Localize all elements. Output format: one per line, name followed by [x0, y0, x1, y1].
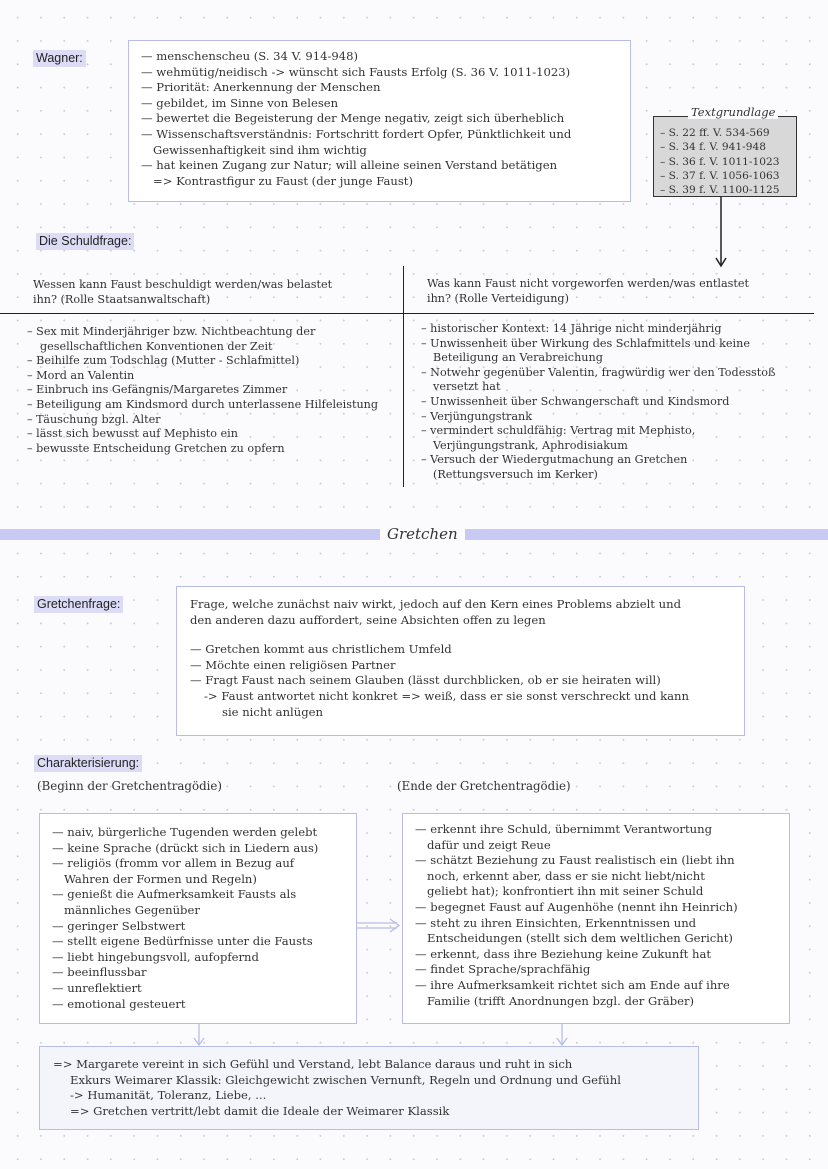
- list-item: — keine Sprache (drückt sich in Liedern aus): [52, 840, 319, 855]
- list-item: => Gretchen vertritt/lebt damit die Ideale der Weimarer Klassik: [70, 1103, 450, 1118]
- ending-box: [402, 813, 790, 1024]
- list-item: -> Humanität, Toleranz, Liebe, ...: [70, 1088, 267, 1103]
- list-item: – S. 39 f. V. 1100-1125: [660, 184, 780, 197]
- list-item: — erkennt ihre Schuld, übernimmt Verantwortung: [415, 822, 712, 836]
- list-item: — beeinflussbar: [52, 965, 147, 980]
- list-item: – S. 36 f. V. 1011-1023: [660, 155, 780, 168]
- list-item: – bewusste Entscheidung Gretchen zu opfern: [27, 441, 285, 455]
- list-item: — Priorität: Anerkennung der Menschen: [141, 80, 381, 95]
- list-item: – lässt sich bewusst auf Mephisto ein: [27, 427, 238, 441]
- list-item: – S. 34 f. V. 941-948: [660, 141, 766, 154]
- textgrundlage-title: Textgrundlage: [688, 105, 778, 119]
- list-item: – Unwissenheit über Schwangerschaft und Kindsmord: [421, 394, 730, 408]
- list-item: — steht zu ihren Einsichten, Erkenntnissen und: [415, 915, 697, 930]
- schuldfrage-label: Die Schuldfrage:: [36, 233, 134, 250]
- ending-list: [415, 822, 789, 1009]
- table-column-divider: [403, 266, 404, 487]
- list-item: – Einbruch ins Gefängnis/Margaretes Zimmer: [27, 383, 288, 397]
- textgrundlage-list: [660, 126, 796, 197]
- left-caption: (Beginn der Gretchentragödie): [37, 779, 222, 793]
- list-item: versetzt hat: [433, 380, 501, 394]
- list-item: Gewissenhaftigkeit sind ihm wichtig: [153, 142, 367, 157]
- list-item: Familie (trifft Anordnungen bzgl. der Gräber): [427, 993, 695, 1008]
- list-item: – Verjüngungstrank: [421, 409, 533, 423]
- conclusion-box: [39, 1046, 699, 1130]
- list-item: Verjüngungstrank, Aphrodisiakum: [433, 438, 628, 452]
- list-item: — schätzt Beziehung zu Faust realistisch ein (liebt ihn: [415, 853, 735, 868]
- list-item: noch, erkennt aber, dass er sie nicht liebt/nicht: [427, 868, 705, 883]
- list-item: – vermindert schuldfähig: Vertrag mit Mephisto,: [421, 424, 696, 438]
- gretchenfrage-definition: [190, 597, 744, 628]
- prosecution-header: Wessen kann Faust beschuldigt werden/was belastet ihn? (Rolle Staatsanwaltschaft): [33, 278, 333, 306]
- list-item: – Unwissenheit über Wirkung des Schlafmittels und keine: [421, 336, 750, 350]
- double-arrow-right-icon: [357, 918, 403, 934]
- defense-list: [421, 322, 776, 483]
- gretchenfrage-list: [190, 642, 744, 720]
- list-item: — stellt eigene Bedürfnisse unter die Fausts: [52, 934, 313, 949]
- list-item: geliebt hat); konfrontiert ihn mit seiner Schuld: [427, 884, 704, 899]
- list-item: – Täuschung bzgl. Alter: [27, 412, 161, 426]
- arrow-down-icon: [192, 1024, 206, 1046]
- list-item: Beteiligung an Verabreichung: [433, 351, 603, 365]
- list-item: — gebildet, im Sinne von Belesen: [141, 95, 339, 110]
- list-item: – Beihilfe zum Todschlag (Mutter - Schlafmittel): [27, 354, 300, 368]
- list-item: => Kontrastfigur zu Faust (der junge Faust): [153, 173, 413, 188]
- list-item: dafür und zeigt Reue: [427, 837, 551, 852]
- list-item: — Fragt Faust nach seinem Glauben (lässt durchblicken, ob er sie heiraten will): [190, 673, 661, 688]
- list-item: — findet Sprache/sprachfähig: [415, 962, 591, 977]
- list-item: – S. 22 ff. V. 534-569: [660, 127, 770, 139]
- list-item: – Notwehr gegenüber Valentin, fragwürdig wer den Todesstoß: [421, 365, 776, 379]
- list-item: – Sex mit Minderjähriger bzw. Nichtbeachtung der: [27, 325, 316, 338]
- charakterisierung-label: Charakterisierung:: [34, 755, 142, 772]
- list-item: Exkurs Weimarer Klassik: Gleichgewicht zwischen Vernunft, Regeln und Ordnung und Gefühl: [70, 1072, 621, 1087]
- list-item: — Gretchen kommt aus christlichem Umfeld: [190, 642, 452, 657]
- list-item: – Versuch der Wiedergutmachung an Gretchen: [421, 453, 688, 467]
- list-item: — unreflektiert: [52, 980, 142, 995]
- gretchenfrage-label: Gretchenfrage:: [34, 596, 123, 613]
- list-item: – historischer Kontext: 14 Jährige nicht minderjährig: [421, 322, 722, 335]
- wagner-box: [128, 40, 631, 202]
- conclusion-list: [53, 1057, 698, 1119]
- list-item: – Mord an Valentin: [27, 368, 135, 382]
- list-item: Wahren der Formen und Regeln): [64, 871, 257, 886]
- list-item: Entscheidungen (stellt sich dem weltlichen Gericht): [427, 931, 733, 946]
- list-item: – Beteiligung am Kindsmord durch unterlassene Hilfeleistung: [27, 397, 379, 411]
- prosecution-list: [27, 325, 378, 456]
- beginning-list: [52, 825, 356, 1012]
- list-item: => Margarete vereint in sich Gefühl und Verstand, lebt Balance daraus und ruht in sich: [53, 1057, 573, 1071]
- list-item: sie nicht anlügen: [222, 704, 323, 719]
- list-item: (Rettungsversuch im Kerker): [433, 467, 598, 481]
- list-item: — ihre Aufmerksamkeit richtet sich am Ende auf ihre: [415, 977, 730, 992]
- list-item: – S. 37 f. V. 1056-1063: [660, 169, 780, 182]
- list-item: — begegnet Faust auf Augenhöhe (nennt ihn Heinrich): [415, 899, 738, 914]
- arrow-down-icon: [712, 197, 732, 269]
- list-item: — Wissenschaftsverständnis: Fortschritt fordert Opfer, Pünktlichkeit und: [141, 126, 572, 141]
- list-item: — wehmütig/neidisch -> wünscht sich Fausts Erfolg (S. 36 V. 1011-1023): [141, 64, 571, 79]
- wagner-list: [141, 49, 630, 189]
- list-item: — genießt die Aufmerksamkeit Fausts als: [52, 887, 297, 902]
- list-item: — religiös (fromm vor allem in Bezug auf: [52, 856, 295, 871]
- list-item: — liebt hingebungsvoll, aufopfernd: [52, 949, 259, 964]
- textgrundlage-box: [653, 116, 797, 197]
- arrow-down-icon: [555, 1024, 569, 1046]
- section-title: Gretchen: [380, 525, 465, 543]
- list-item: den anderen dazu auffordert, seine Absichten offen zu legen: [190, 612, 546, 627]
- list-item: — naiv, bürgerliche Tugenden werden gelebt: [52, 825, 318, 839]
- list-item: gesellschaftlichen Konventionen der Zeit: [40, 339, 273, 353]
- table-divider: [0, 313, 814, 314]
- right-caption: (Ende der Gretchentragödie): [397, 779, 571, 793]
- defense-header: Was kann Faust nicht vorgeworfen werden/was entlastet ihn? (Rolle Verteidigung): [427, 277, 750, 305]
- list-item: — Möchte einen religiösen Partner: [190, 657, 396, 672]
- list-item: — geringer Selbstwert: [52, 918, 186, 933]
- list-item: — menschenscheu (S. 34 V. 914-948): [141, 49, 359, 63]
- list-item: — erkennt, dass ihre Beziehung keine Zukunft hat: [415, 946, 712, 961]
- list-item: — emotional gesteuert: [52, 996, 186, 1011]
- beginning-box: [39, 813, 357, 1024]
- gretchenfrage-box: [176, 586, 745, 736]
- list-item: -> Faust antwortet nicht konkret => weiß, dass er sie sonst verschreckt und kann: [204, 688, 689, 703]
- list-item: — bewertet die Begeisterung der Menge negativ, zeigt sich überheblich: [141, 111, 565, 126]
- list-item: Frage, welche zunächst naiv wirkt, jedoch auf den Kern eines Problems abzielt und: [190, 597, 682, 611]
- list-item: — hat keinen Zugang zur Natur; will alleine seinen Verstand betätigen: [141, 158, 558, 173]
- list-item: männliches Gegenüber: [64, 902, 200, 917]
- wagner-label: Wagner:: [33, 50, 86, 67]
